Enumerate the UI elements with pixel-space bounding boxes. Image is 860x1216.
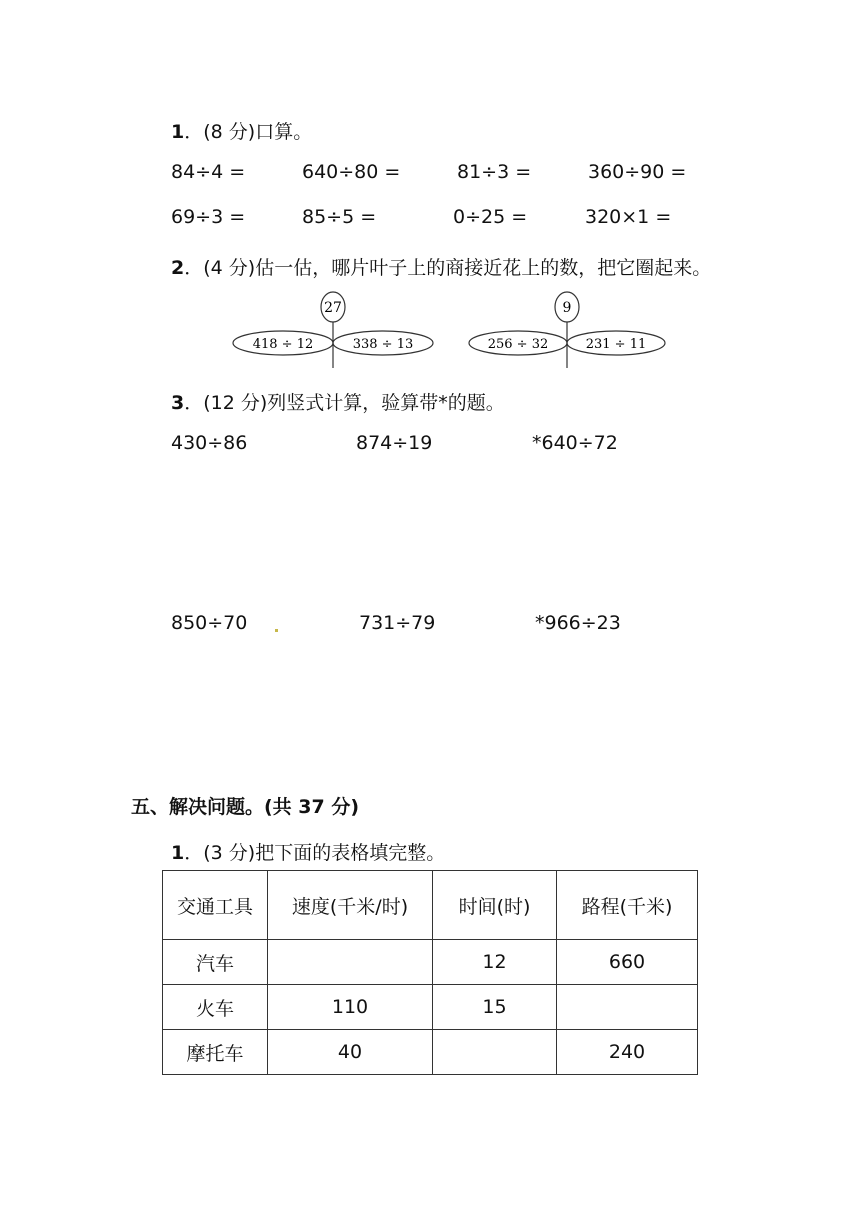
table-cell: 660 bbox=[557, 940, 698, 985]
table-cell: 110 bbox=[268, 985, 433, 1030]
oral-calc-item: 320×1 = bbox=[585, 206, 672, 228]
flower-group-1 bbox=[233, 292, 433, 368]
oral-calc-item: 69÷3 = bbox=[171, 206, 246, 228]
oral-calc-item: 360÷90 = bbox=[588, 161, 687, 183]
table-cell-blank bbox=[557, 985, 698, 1030]
table-cell: 摩托车 bbox=[163, 1030, 268, 1075]
flower-leaf-diagram bbox=[225, 288, 675, 374]
table-header-row bbox=[163, 871, 698, 940]
table-row bbox=[163, 985, 698, 1030]
question-2-heading: 2．(4 分)估一估，哪片叶子上的商接近花上的数，把它圈起来。 bbox=[171, 257, 712, 279]
oral-calc-item: 81÷3 = bbox=[457, 161, 532, 183]
flower-group-2 bbox=[469, 292, 665, 368]
question-5-1-heading: 1．(3 分)把下面的表格填完整。 bbox=[171, 842, 446, 864]
written-calc-item: 874÷19 bbox=[356, 432, 433, 454]
table-header-cell: 交通工具 bbox=[163, 871, 268, 940]
table-cell-blank bbox=[268, 940, 433, 985]
table-header-cell: 路程(千米) bbox=[557, 871, 698, 940]
travel-table bbox=[162, 870, 698, 1075]
table-cell-blank bbox=[433, 1030, 557, 1075]
table-cell: 火车 bbox=[163, 985, 268, 1030]
flower-number: 27 bbox=[324, 300, 342, 316]
oral-calc-item: 84÷4 = bbox=[171, 161, 246, 183]
written-calc-item: 430÷86 bbox=[171, 432, 248, 454]
leaf-expression: 231 ÷ 11 bbox=[585, 337, 647, 352]
oral-calc-item: 0÷25 = bbox=[453, 206, 528, 228]
table-cell: 40 bbox=[268, 1030, 433, 1075]
table-row bbox=[163, 1030, 698, 1075]
leaf-expression: 256 ÷ 32 bbox=[487, 337, 549, 352]
section-title: 五、解决问题。(共 37 分) bbox=[131, 796, 360, 818]
table-cell: 12 bbox=[433, 940, 557, 985]
table-header-cell: 时间(时) bbox=[433, 871, 557, 940]
table-row bbox=[163, 940, 698, 985]
scan-speck bbox=[275, 629, 278, 632]
written-calc-item: 850÷70 bbox=[171, 612, 248, 634]
written-calc-item: 731÷79 bbox=[359, 612, 436, 634]
table-cell: 15 bbox=[433, 985, 557, 1030]
question-3-heading: 3．(12 分)列竖式计算，验算带*的题。 bbox=[171, 392, 505, 414]
written-calc-item: *640÷72 bbox=[532, 432, 618, 454]
flower-number: 9 bbox=[562, 300, 572, 316]
oral-calc-item: 85÷5 = bbox=[302, 206, 377, 228]
question-1-heading: 1．(8 分)口算。 bbox=[171, 121, 313, 143]
table-cell: 240 bbox=[557, 1030, 698, 1075]
table-header-cell: 速度(千米/时) bbox=[268, 871, 433, 940]
written-calc-item: *966÷23 bbox=[535, 612, 621, 634]
oral-calc-item: 640÷80 = bbox=[302, 161, 401, 183]
table-cell: 汽车 bbox=[163, 940, 268, 985]
leaf-expression: 418 ÷ 12 bbox=[252, 337, 314, 352]
leaf-expression: 338 ÷ 13 bbox=[352, 337, 414, 352]
